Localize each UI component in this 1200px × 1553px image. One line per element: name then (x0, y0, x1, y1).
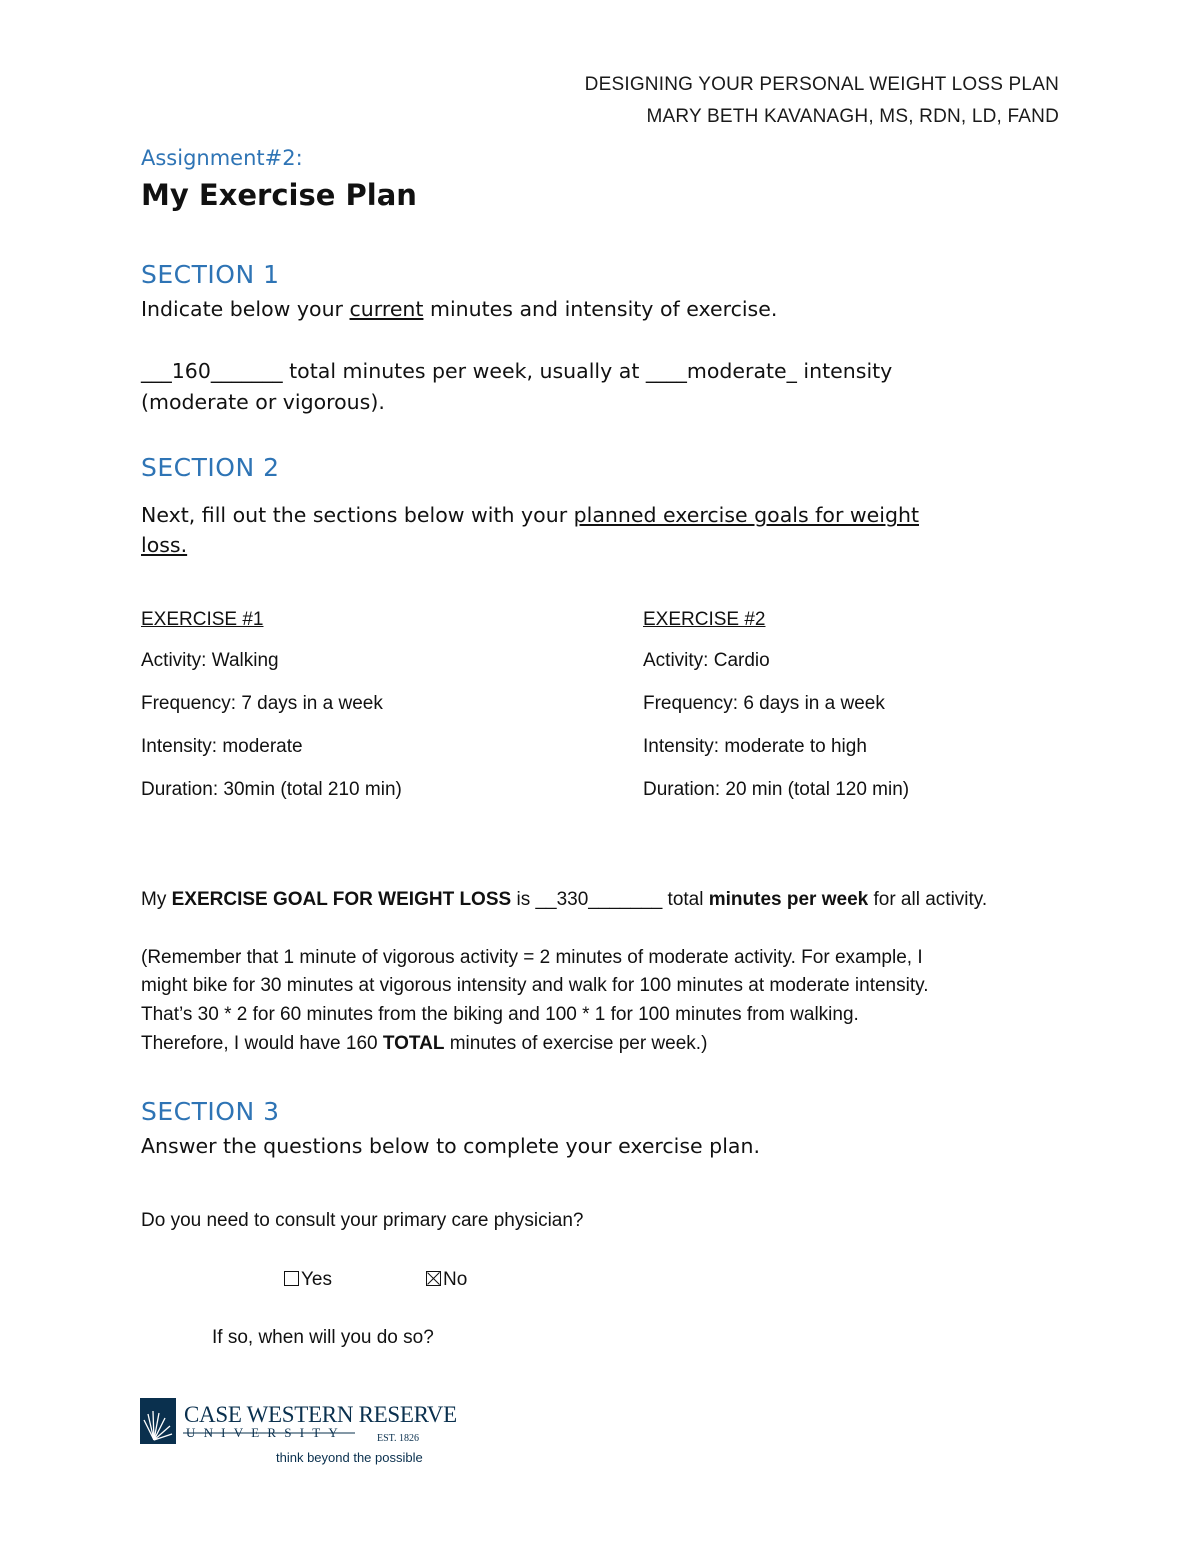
section-2-intro-emphasis: planned exercise goals for weight (573, 503, 920, 527)
exercise-2-intensity: Intensity: moderate to high (643, 736, 867, 757)
section-1-answer-note: (moderate or vigorous). (141, 390, 385, 414)
exercise-2-activity: Activity: Cardio (643, 650, 770, 671)
note-line-2: might bike for 30 minutes at vigorous intensity and walk for 100 minutes at moderate intensity. (141, 975, 929, 996)
logo-name-line-2: UNIVERSITY (186, 1425, 346, 1440)
exercise-1-duration: Duration: 30min (total 210 min) (141, 779, 402, 800)
exercise-2-title (643, 609, 766, 631)
exercise-2-frequency: Frequency: 6 days in a week (643, 693, 885, 714)
goal-prefix: My (141, 889, 172, 910)
section-2-intro-text: Next, fill out the sections below with your (141, 503, 574, 527)
exercise-goal-statement (141, 889, 987, 911)
section-2-intro-emphasis-end: loss. (141, 533, 188, 557)
note-line-3: That’s 30 * 2 for 60 minutes from the biking and 100 * 1 for 100 minutes from walking. (141, 1004, 859, 1025)
section-2-intro-cont (141, 533, 187, 557)
section-2-intro (141, 503, 919, 527)
exercise-1-activity: Activity: Walking (141, 650, 279, 671)
exercise-1-title (141, 609, 264, 631)
logo-tagline: think beyond the possible (276, 1450, 423, 1465)
exercise-1-frequency: Frequency: 7 days in a week (141, 693, 383, 714)
page-title: My Exercise Plan (141, 178, 417, 212)
document-header-author: MARY BETH KAVANAGH, MS, RDN, LD, FAND (646, 106, 1059, 127)
note-line-4-text-end: minutes of exercise per week.) (444, 1033, 708, 1054)
section-3-heading: SECTION 3 (141, 1097, 280, 1126)
university-logo (140, 1398, 457, 1468)
goal-unit: minutes per week (708, 889, 869, 910)
no-checkbox[interactable] (426, 1271, 441, 1286)
note-line-4-emphasis: TOTAL (382, 1033, 445, 1054)
option-no[interactable] (426, 1269, 467, 1291)
exercise-2-duration: Duration: 20 min (total 120 min) (643, 779, 910, 800)
followup-question: If so, when will you do so? (212, 1327, 434, 1348)
goal-suffix: for all activity. (868, 889, 988, 910)
document-header-title: DESIGNING YOUR PERSONAL WEIGHT LOSS PLAN (584, 74, 1059, 95)
note-line-4-text: Therefore, I would have 160 (141, 1033, 383, 1054)
section-1-intro-text-end: minutes and intensity of exercise. (423, 297, 778, 321)
logo-name-line-1: CASE WESTERN RESERVE (184, 1402, 457, 1427)
section-3-intro: Answer the questions below to complete your exercise plan. (141, 1134, 760, 1158)
no-label: No (443, 1269, 468, 1290)
yes-checkbox[interactable] (284, 1271, 299, 1286)
exercise-2-title-text: EXERCISE #2 (643, 609, 766, 630)
section-1-heading: SECTION 1 (141, 260, 280, 289)
section-1-intro-emphasis: current (349, 297, 424, 321)
assignment-label: Assignment#2: (141, 146, 303, 170)
physician-question: Do you need to consult your primary care physician? (141, 1210, 584, 1231)
section-1-intro (141, 297, 777, 321)
goal-value: is __330_______ total (511, 889, 709, 910)
note-line-1: (Remember that 1 minute of vigorous activity = 2 minutes of moderate activity. For example, I (141, 947, 923, 968)
option-yes[interactable] (284, 1269, 332, 1291)
section-1-answer-line: ___160_______ total minutes per week, usually at ____moderate_ intensity (141, 359, 893, 383)
goal-label: EXERCISE GOAL FOR WEIGHT LOSS (171, 889, 512, 910)
exercise-1-title-text: EXERCISE #1 (141, 609, 264, 630)
note-line-4 (141, 1033, 707, 1055)
yes-label: Yes (301, 1269, 332, 1290)
section-2-heading: SECTION 2 (141, 453, 280, 482)
section-1-intro-text: Indicate below your (141, 297, 350, 321)
logo-established: EST. 1826 (377, 1433, 420, 1444)
exercise-1-intensity: Intensity: moderate (141, 736, 303, 757)
